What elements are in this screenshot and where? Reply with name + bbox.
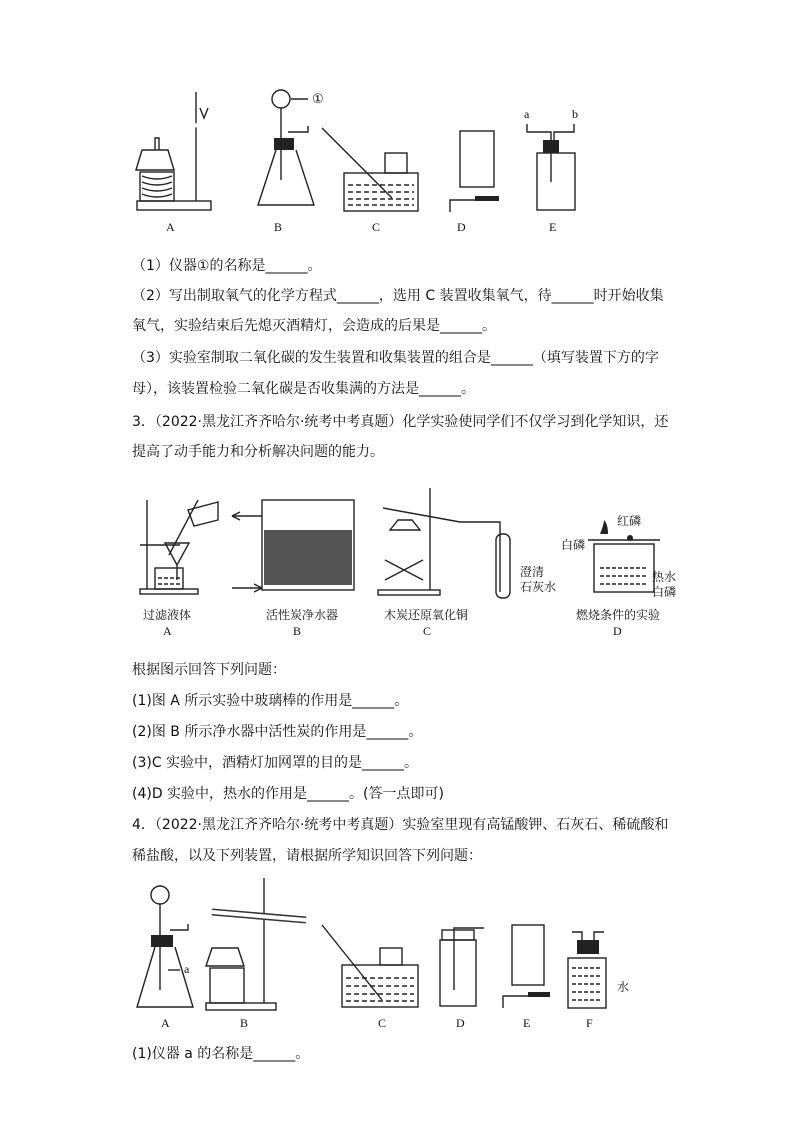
fig1-letter-e: E xyxy=(549,220,557,234)
fig3-letter-e: E xyxy=(523,1016,531,1030)
q3-prompt: 根据图示回答下列问题： xyxy=(132,662,286,678)
fig1-letter-d: D xyxy=(457,220,466,234)
label-limewater-1: 澄清 xyxy=(520,565,545,579)
fig1-label-b: b xyxy=(572,107,578,121)
fig3-letter-d: D xyxy=(456,1016,465,1030)
q2-part-3-line-1: （3）实验室制取二氧化碳的发生装置和收集装置的组合是______（填写装置下方的字 xyxy=(132,350,659,366)
caption-b: 活性炭净水器 xyxy=(266,608,339,622)
apparatus-3d-gas-bottle xyxy=(440,928,484,1006)
apparatus-3f-water-bottle xyxy=(568,932,606,1008)
label-water: 水 xyxy=(617,980,630,994)
fig3-letter-b: B xyxy=(240,1016,249,1030)
fig2-letter-a: A xyxy=(163,624,172,638)
fig1-label-a: a xyxy=(524,107,530,121)
q4-intro-line-1: 4．（2022·黑龙江齐齐哈尔·统考中考真题）实验室里现有高锰酸钾、石灰石、稀硫酸和 xyxy=(132,817,669,833)
label-limewater-2: 石灰水 xyxy=(520,580,557,594)
fig2-letter-b: B xyxy=(293,624,302,638)
fig3-letter-f: F xyxy=(586,1016,593,1030)
caption-d: 燃烧条件的实验 xyxy=(576,608,661,622)
q3-sub-3: (3)C 实验中，酒精灯加网罩的目的是______。 xyxy=(132,755,419,771)
apparatus-3a-conical-flask xyxy=(137,886,193,1007)
q3-sub-2: (2)图 B 所示净水器中活性炭的作用是______。 xyxy=(132,724,423,740)
apparatus-3c-water-trough xyxy=(322,925,418,1007)
q2-part-1: （1）仪器①的名称是______。 xyxy=(132,258,322,274)
apparatus-3b-heating-tube xyxy=(206,878,306,1010)
q4-sub-1: (1)仪器 a 的名称是______。 xyxy=(132,1046,310,1062)
q2-part-2-line-1: （2）写出制取氧气的化学方程式______，选用 C 装置收集氧气，待______时开始收集 xyxy=(132,288,664,304)
q3-sub-4: (4)D 实验中，热水的作用是______。(答一点即可) xyxy=(132,786,444,802)
q4-intro-line-2: 稀盐酸，以及下列装置，请根据所学知识回答下列问题： xyxy=(132,848,482,864)
fig1-letter-a: A xyxy=(166,220,175,234)
fig2-letter-d: D xyxy=(613,624,622,638)
label-hot-water: 热水 xyxy=(652,570,677,584)
fig2-letter-c: C xyxy=(423,624,432,638)
apparatus-3e-inverted-bottle xyxy=(503,925,550,1008)
label-red-phosphorus: 红磷 xyxy=(617,514,642,528)
q3-intro-line-2: 提高了动手能力和分析解决问题的能力。 xyxy=(132,444,384,460)
label-instrument-a: a xyxy=(184,962,190,976)
q3-sub-1: (1)图 A 所示实验中玻璃棒的作用是______。 xyxy=(132,693,409,709)
label-white-phosphorus-1: 白磷 xyxy=(561,538,586,552)
fig1-letter-c: C xyxy=(372,220,381,234)
q2-part-2-line-2: 氧气，实验结束后先熄灭酒精灯，会造成的后果是______。 xyxy=(132,318,496,334)
fig3-letter-a: A xyxy=(161,1016,170,1030)
q2-part-3-line-2: 母），该装置检验二氧化碳是否收集满的方法是______。 xyxy=(132,381,475,397)
caption-c: 木炭还原氧化铜 xyxy=(384,608,469,622)
label-white-phosphorus-2: 白磷 xyxy=(652,585,677,599)
caption-a: 过滤液体 xyxy=(143,608,192,622)
q3-intro-line-1: 3．（2022·黑龙江齐齐哈尔·统考中考真题）化学实验使同学们不仅学习到化学知识，还 xyxy=(132,414,669,430)
fig1-letter-b: B xyxy=(274,220,283,234)
fig3-letter-c: C xyxy=(378,1016,387,1030)
fig1-label-circle: ① xyxy=(312,91,324,106)
